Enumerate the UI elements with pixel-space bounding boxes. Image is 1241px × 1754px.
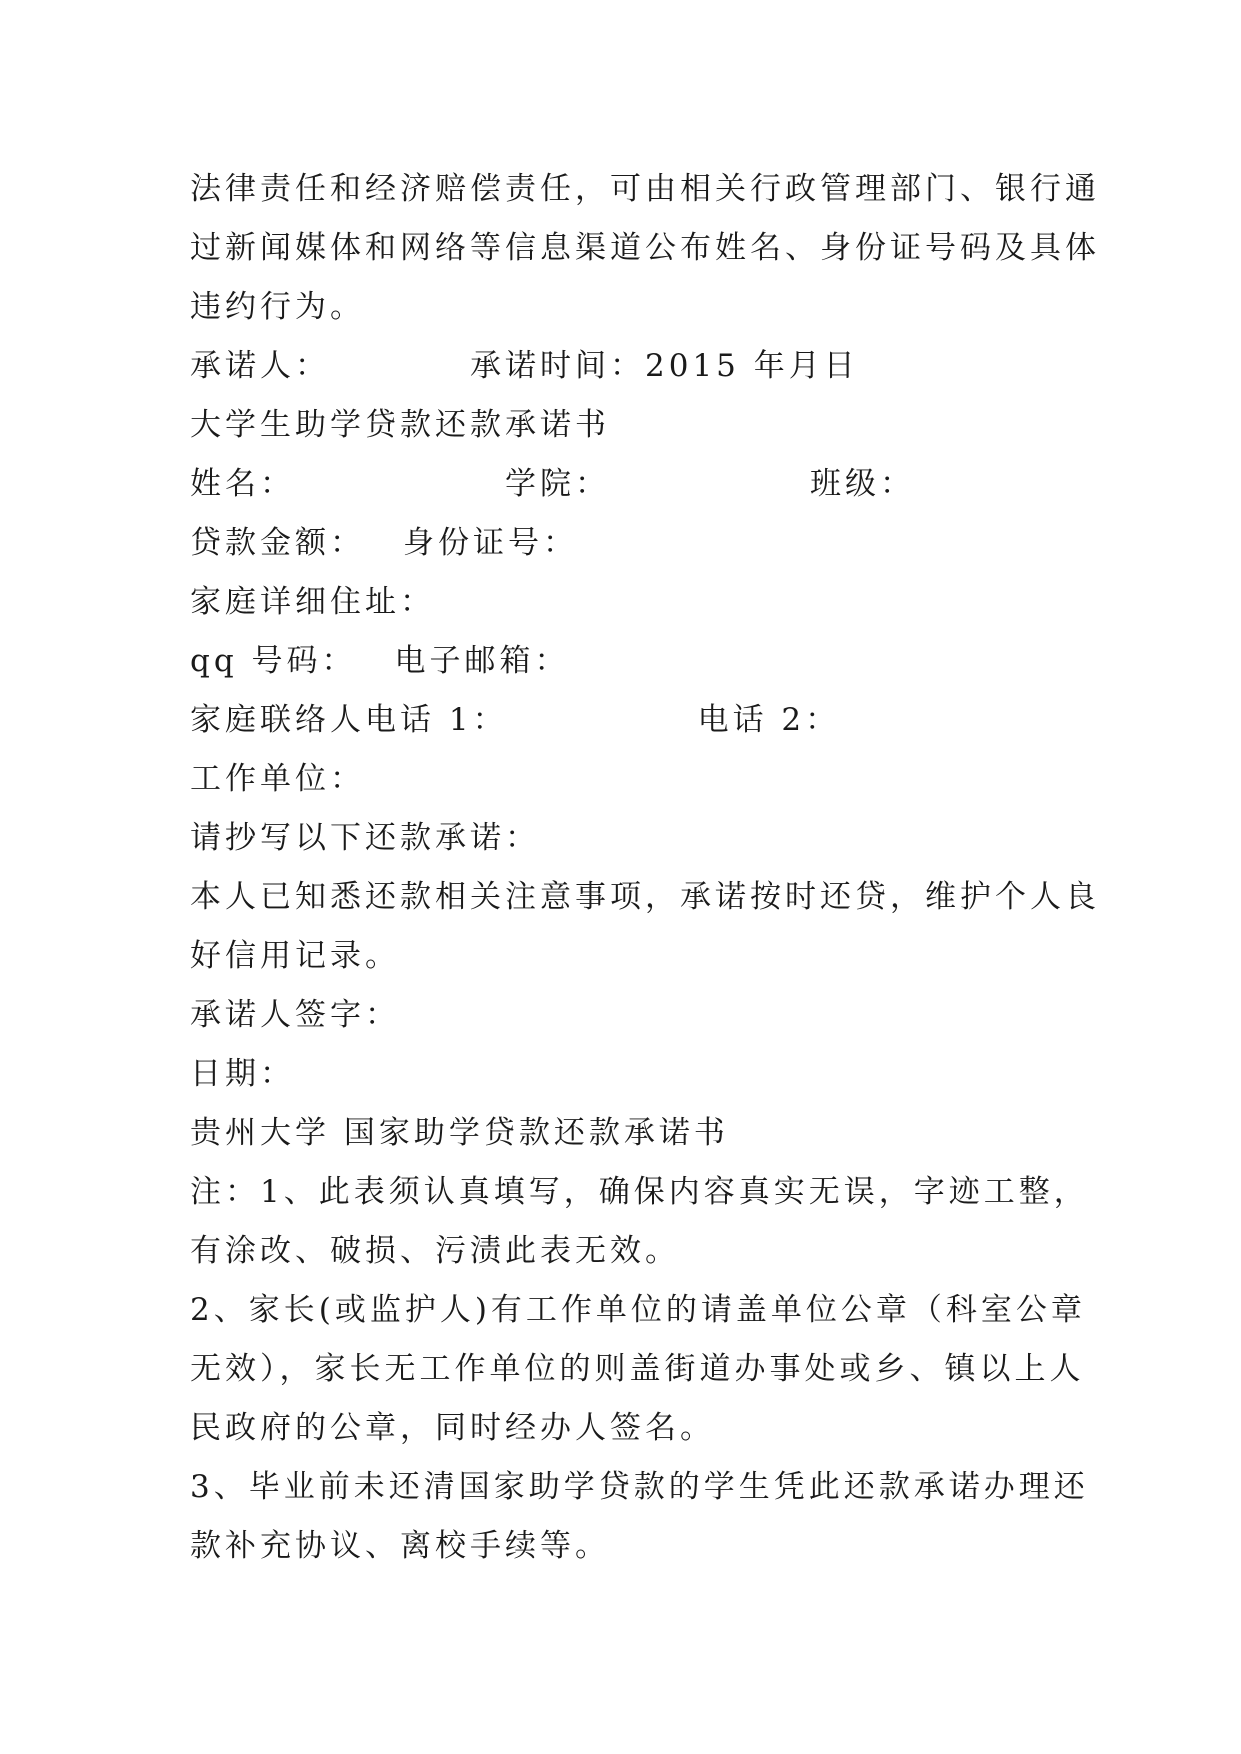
date-label: 日期：	[190, 1056, 295, 1092]
note-1-line-2: 有涂改、破损、污渍此表无效。	[190, 1233, 680, 1269]
loan-amount-label: 贷款金额：	[190, 525, 365, 561]
note-2-line-3: 民政府的公章，同时经办人签名。	[190, 1410, 715, 1446]
work-unit-label: 工作单位：	[190, 761, 365, 797]
email-label: 电子邮箱：	[394, 643, 570, 679]
name-label: 姓名：	[190, 466, 295, 502]
class-label: 班级：	[810, 466, 915, 502]
intro-line-2: 过新闻媒体和网络等信息渠道公布姓名、身份证号码及具体	[190, 230, 1100, 266]
intro-line-3: 违约行为。	[190, 289, 365, 325]
loan-id-row	[190, 514, 1070, 573]
document-page	[190, 160, 1100, 1576]
qq-email-row	[190, 632, 1070, 691]
address-label: 家庭详细住址：	[190, 584, 435, 620]
commitment-line-1: 本人已知悉还款相关注意事项，承诺按时还贷，维护个人良	[190, 879, 1100, 915]
name-college-class-row	[190, 455, 1070, 514]
intro-line-1: 法律责任和经济赔偿责任，可由相关行政管理部门、银行通	[190, 171, 1100, 207]
signature-label: 承诺人签字：	[190, 997, 400, 1033]
copy-instruction: 请抄写以下还款承诺：	[190, 820, 540, 856]
note-1-line-1: 注：1、此表须认真填写，确保内容真实无误，字迹工整，	[190, 1174, 1089, 1210]
college-label: 学院：	[505, 466, 610, 502]
notes-heading: 贵州大学 国家助学贷款还款承诺书	[190, 1115, 729, 1151]
note-3-line-1: 3、毕业前未还清国家助学贷款的学生凭此还款承诺办理还	[190, 1469, 1089, 1505]
contact-phone1-label: 家庭联络人电话 1：	[190, 702, 508, 738]
commitment-line-2: 好信用记录。	[190, 938, 400, 974]
id-number-label: 身份证号：	[403, 525, 578, 561]
qq-label: qq 号码：	[190, 643, 357, 679]
phone-row	[190, 691, 1070, 750]
sign-row	[190, 337, 1070, 396]
form-title: 大学生助学贷款还款承诺书	[190, 407, 610, 443]
promisor-label: 承诺人：	[190, 348, 330, 384]
note-2-line-2: 无效），家长无工作单位的则盖街道办事处或乡、镇以上人	[190, 1351, 1085, 1387]
note-3-line-2: 款补充协议、离校手续等。	[190, 1528, 610, 1564]
promise-time-label: 承诺时间：2015 年月日	[470, 348, 859, 384]
note-2-line-1: 2、家长(或监护人)有工作单位的请盖单位公章（科室公章	[190, 1292, 1086, 1328]
phone2-label: 电话 2：	[697, 702, 841, 738]
